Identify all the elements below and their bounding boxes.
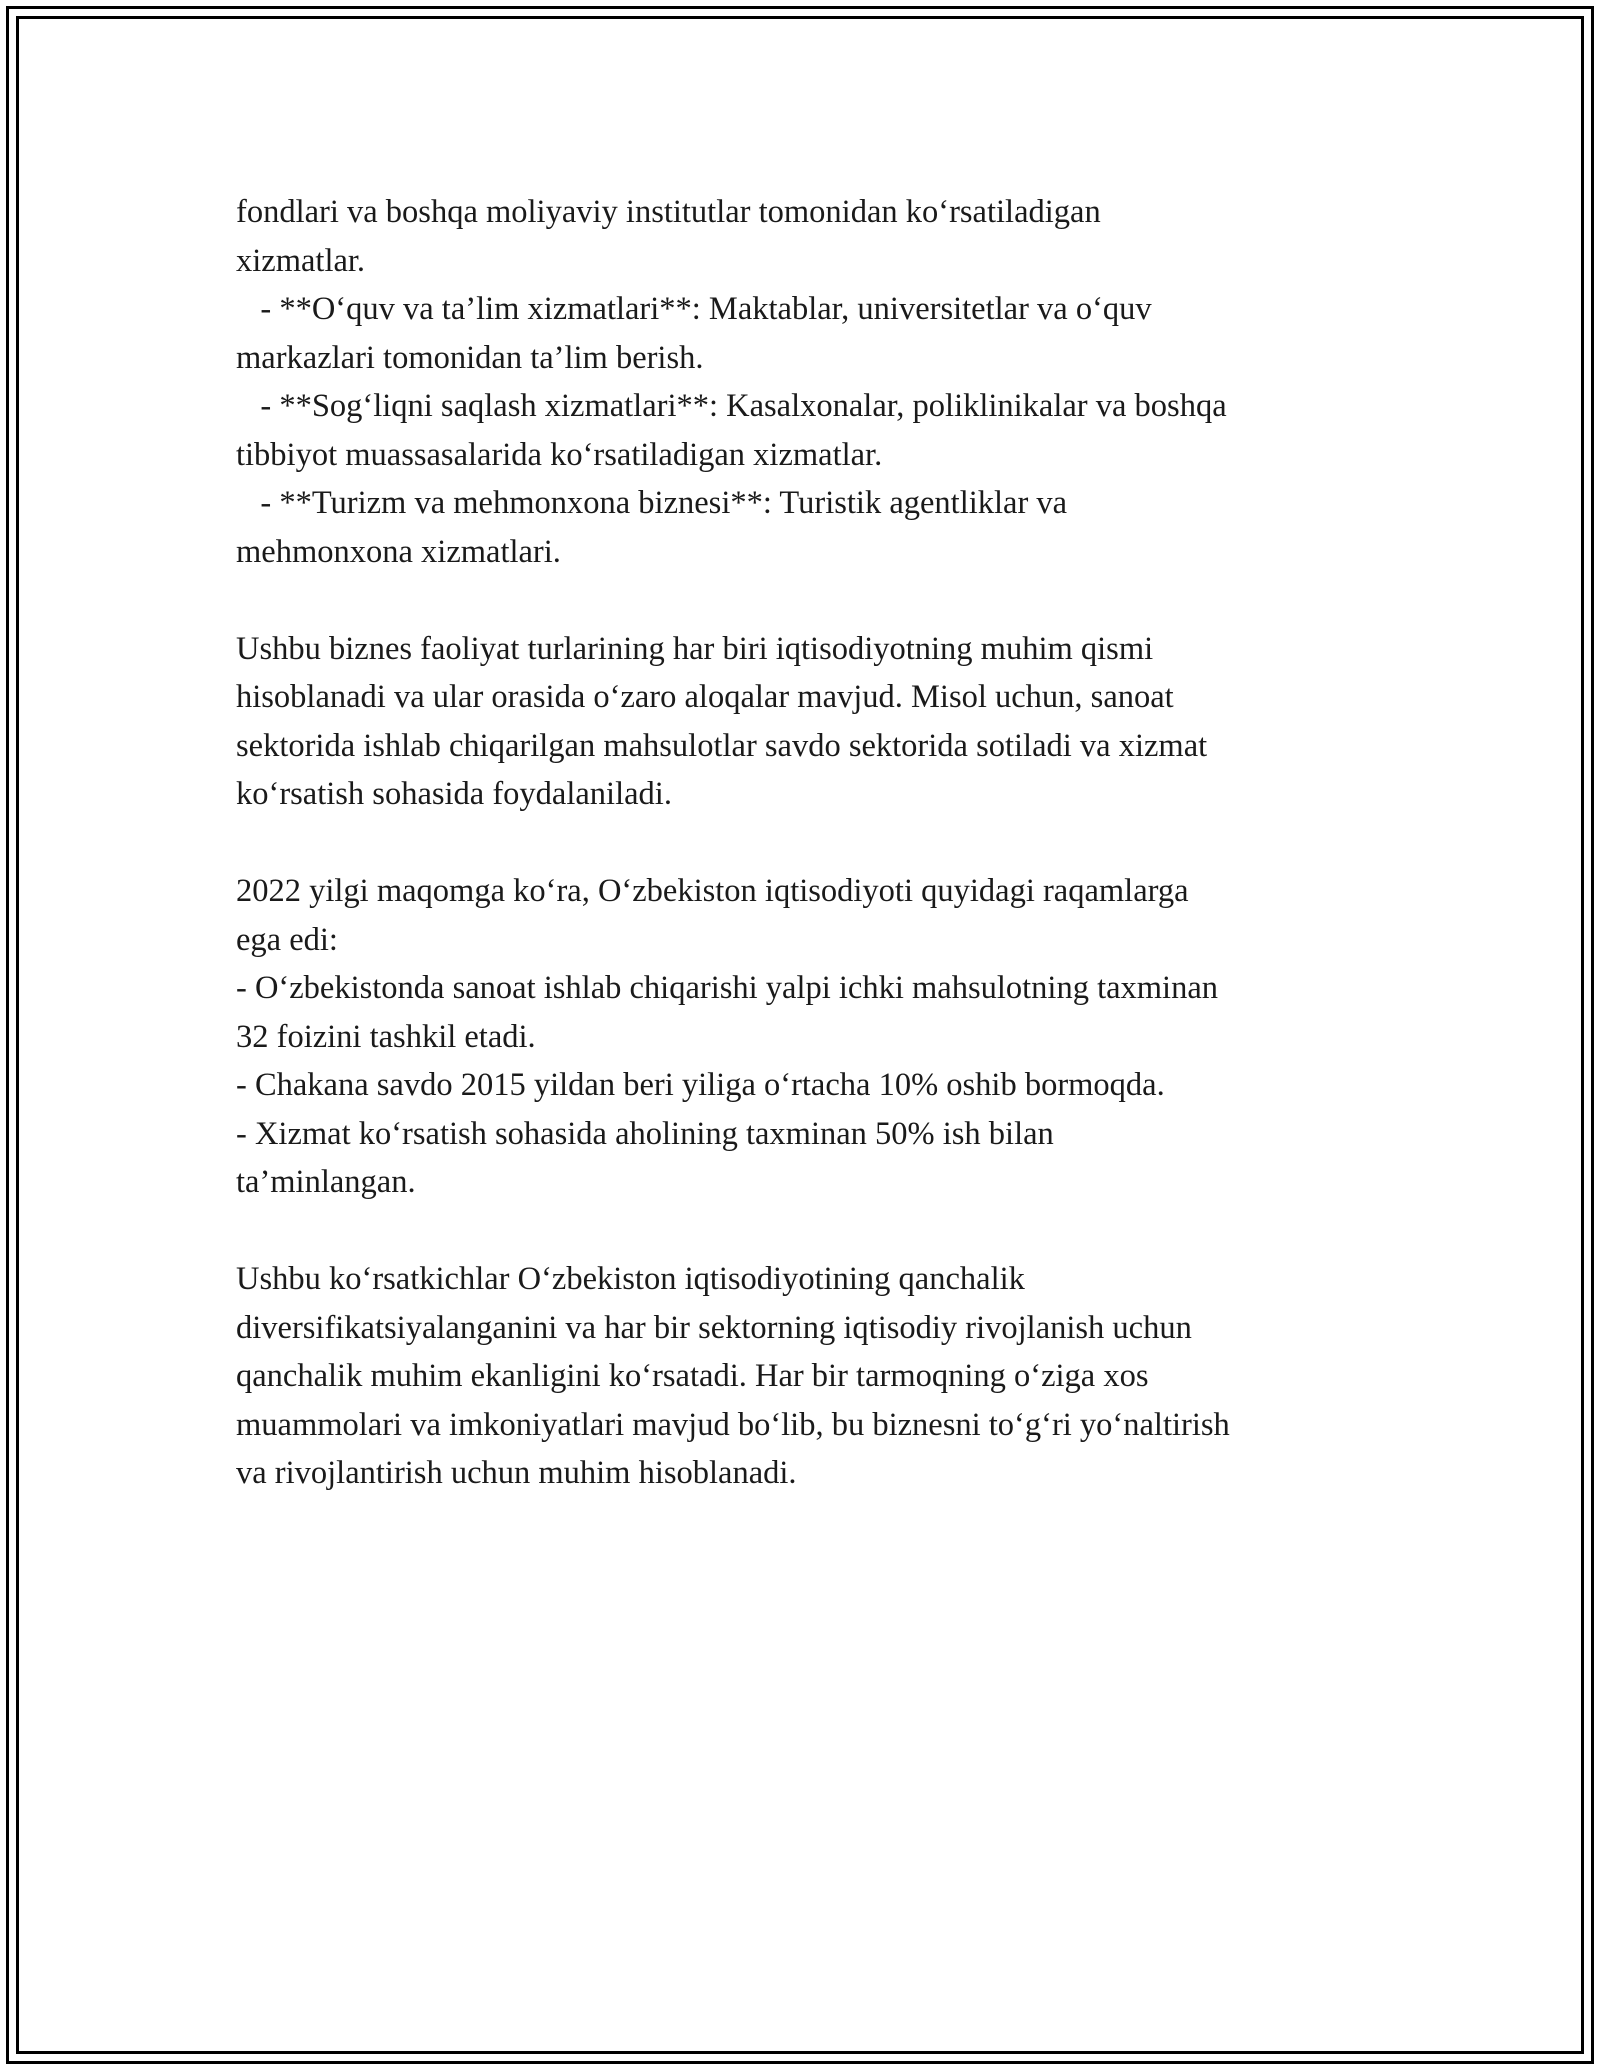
paragraph-statistics-2022 [236, 867, 1366, 1207]
paragraph-gap [236, 1207, 1366, 1256]
paragraph-interrelations [236, 625, 1366, 819]
text-line: hisoblanadi va ular orasida o‘zaro aloqalar mavjud. Misol uchun, sanoat [236, 679, 1174, 715]
text-line: va rivojlantirish uchun muhim hisoblanadi. [236, 1455, 797, 1491]
list-item-industry: - O‘zbekistonda sanoat ishlab chiqarishi yalpi ichki mahsulotning taxminan [236, 970, 1219, 1006]
text-line: 2022 yilgi maqomga ko‘ra, O‘zbekiston iqtisodiyoti quyidagi raqamlarga [236, 873, 1189, 909]
paragraph-services-list [236, 188, 1366, 576]
text-line: diversifikatsiyalanganini va har bir sektorning iqtisodiy rivojlanish uchun [236, 1309, 1192, 1346]
text-line: 32 foizini tashkil etadi. [236, 1018, 536, 1055]
text-line: xizmatlar. [236, 242, 366, 279]
list-item-services-employment: - Xizmat ko‘rsatish sohasida aholining taxminan 50% ish bilan [236, 1115, 1054, 1152]
list-item-healthcare: - **Sog‘liqni saqlash xizmatlari**: Kasalxonalar, poliklinikalar va boshqa [236, 388, 1227, 424]
text-line: ta’minlangan. [236, 1164, 416, 1200]
text-line: tibbiyot muassasalarida ko‘rsatiladigan xizmatlar. [236, 436, 883, 473]
list-item-retail: - Chakana savdo 2015 yildan beri yiliga o‘rtacha 10% oshib bormoqda. [236, 1067, 1165, 1103]
text-line: ega edi: [236, 921, 338, 958]
paragraph-gap [236, 819, 1366, 868]
paragraph-gap [236, 576, 1366, 625]
text-line: markazlari tomonidan ta’lim berish. [236, 339, 704, 376]
text-line: fondlari va boshqa moliyaviy institutlar tomonidan ko‘rsatiladigan [236, 194, 1101, 230]
list-item-tourism: - **Turizm va mehmonxona biznesi**: Turistik agentliklar va [236, 485, 1068, 521]
paragraph-conclusion [236, 1255, 1366, 1498]
text-line: sektorida ishlab chiqarilgan mahsulotlar savdo sektorida sotiladi va xizmat [236, 727, 1208, 764]
text-line: qanchalik muhim ekanligini ko‘rsatadi. Har bir tarmoqning o‘ziga xos [236, 1358, 1149, 1394]
list-item-education: - **O‘quv va ta’lim xizmatlari**: Maktablar, universitetlar va o‘quv [236, 291, 1152, 327]
text-line: Ushbu biznes faoliyat turlarining har biri iqtisodiyotning muhim qismi [236, 630, 1154, 667]
text-line: mehmonxona xizmatlari. [236, 533, 561, 570]
text-line: muammolari va imkoniyatlari mavjud bo‘lib, bu biznesni to‘g‘ri yo‘naltirish [236, 1406, 1230, 1443]
text-line: Ushbu ko‘rsatkichlar O‘zbekiston iqtisodiyotining qanchalik [236, 1261, 1025, 1297]
text-line: ko‘rsatish sohasida foydalaniladi. [236, 776, 672, 812]
document-body [236, 188, 1366, 1498]
